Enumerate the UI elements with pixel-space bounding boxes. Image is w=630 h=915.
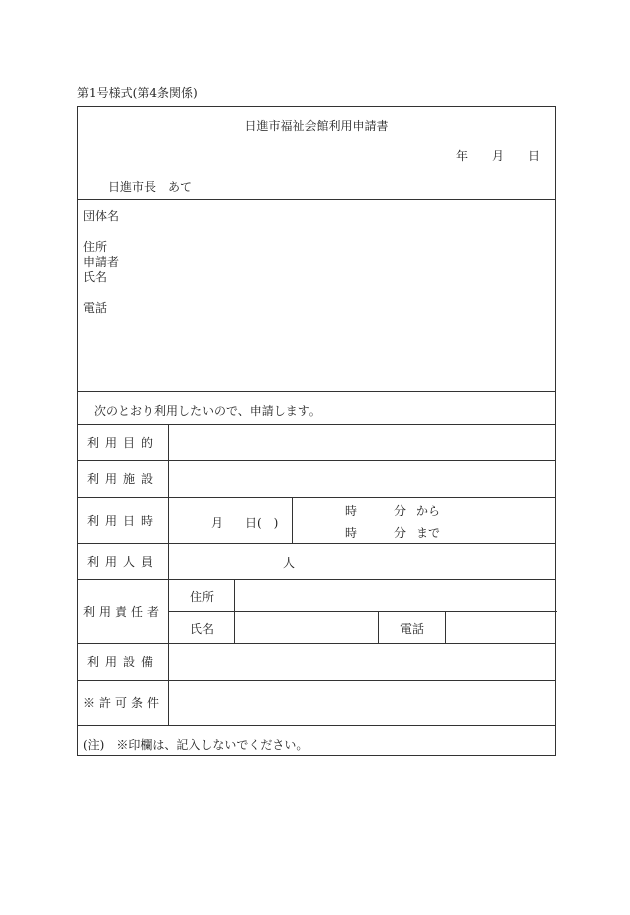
time-to-hour[interactable]: 時: [345, 526, 358, 540]
applicant-label: 申請者: [83, 255, 120, 269]
org-name-label[interactable]: 団体名: [83, 209, 120, 223]
time-from-hour[interactable]: 時: [345, 504, 358, 518]
conditions-label: ※許可条件: [82, 696, 163, 710]
divider: [378, 611, 379, 643]
purpose-label: 利用目的: [86, 435, 159, 450]
application-form: [77, 106, 556, 756]
manager-phone-label: 電話: [400, 622, 425, 636]
people-unit[interactable]: 人: [283, 556, 296, 570]
divider: [78, 725, 555, 726]
date-year-label[interactable]: 年: [456, 149, 469, 163]
date-month-unit[interactable]: 月: [211, 516, 224, 530]
manager-address-label: 住所: [190, 590, 215, 604]
date-day-unit[interactable]: 日( ): [245, 516, 279, 530]
name-label[interactable]: 氏名: [83, 270, 108, 284]
time-to-minute[interactable]: 分: [394, 526, 407, 540]
divider: [168, 611, 557, 612]
statement: 次のとおり利用したいので、申請します。: [94, 404, 321, 418]
time-to-suffix: まで: [416, 526, 441, 540]
facility-label: 利用施設: [86, 472, 159, 486]
addressee: 日進市長 あて: [108, 180, 193, 194]
time-from-suffix: から: [416, 504, 441, 518]
divider: [445, 611, 446, 643]
manager-label: 利用責任者: [82, 604, 163, 619]
datetime-label: 利用日時: [86, 513, 159, 528]
form-title: 日進市福祉会館利用申請書: [244, 119, 389, 133]
equipment-label: 利用設備: [86, 655, 159, 669]
divider: [168, 424, 169, 725]
divider: [78, 199, 555, 200]
date-day-label[interactable]: 日: [528, 149, 541, 163]
address-label[interactable]: 住所: [83, 240, 108, 254]
manager-name-label: 氏名: [190, 622, 215, 636]
note: (注) ※印欄は、記入しないでください。: [83, 738, 309, 752]
divider: [78, 391, 555, 392]
phone-label[interactable]: 電話: [83, 301, 108, 315]
divider: [292, 497, 293, 543]
people-label: 利用人員: [86, 554, 159, 569]
form-number: 第1号様式(第4条関係): [77, 86, 198, 100]
date-month-label[interactable]: 月: [492, 149, 505, 163]
time-from-minute[interactable]: 分: [394, 504, 407, 518]
